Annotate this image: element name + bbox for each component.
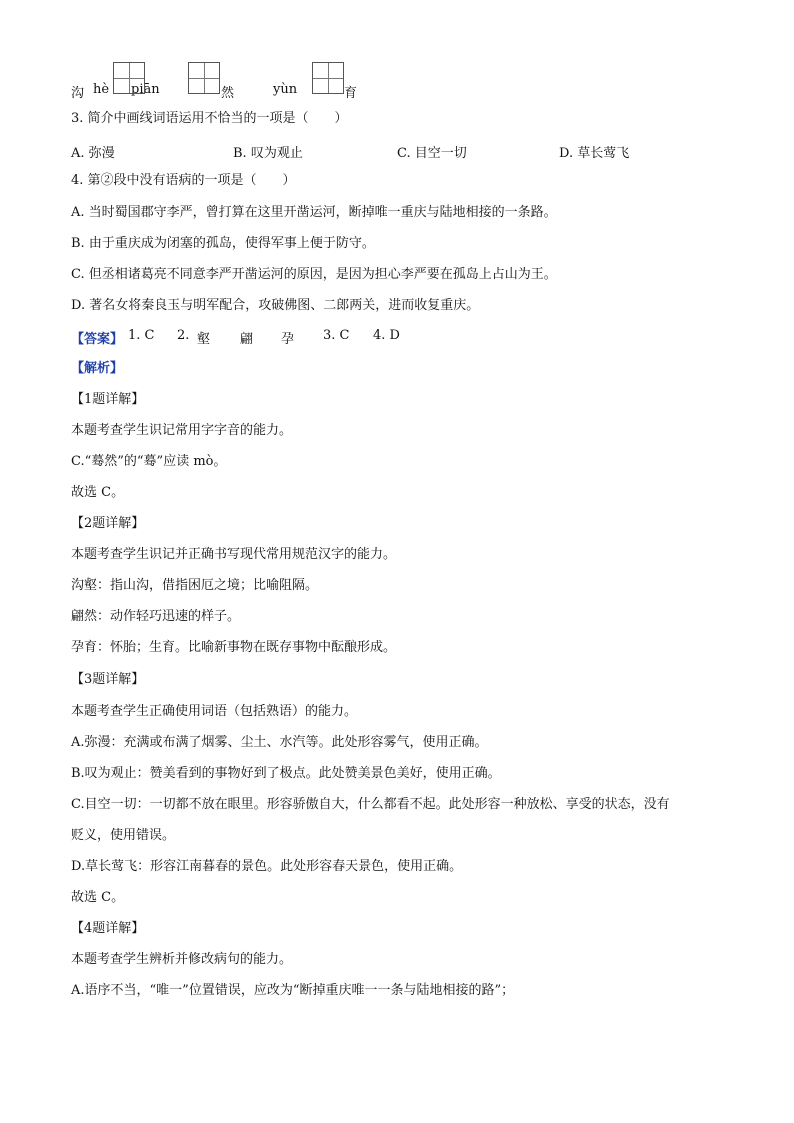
- detail-2-line: 沟壑：指山沟，借指困厄之境；比喻阻隔。: [71, 578, 319, 593]
- answer-4: 4. D: [373, 328, 400, 343]
- answer-3: 3. C: [323, 328, 350, 343]
- q4-option-d: D. 著名女将秦良玉与明军配合，攻破佛图、二郎两关，进而收复重庆。: [71, 298, 480, 313]
- pinyin-pian: piān: [131, 82, 160, 97]
- char-yu: 育: [344, 86, 358, 101]
- writing-grid-box[interactable]: [113, 62, 145, 94]
- detail-4-line: A.语序不当，“唯一”位置错误，应改为“断掉重庆唯一一条与陆地相接的路”；: [71, 983, 515, 998]
- q3-option-d: D. 草长莺飞: [559, 146, 630, 161]
- answer-2-char-1: 壑: [197, 332, 211, 347]
- char-gou: 沟: [71, 86, 85, 101]
- q3-option-a: A. 弥漫: [71, 146, 115, 161]
- q4-option-b: B. 由于重庆成为闭塞的孤岛，使得军事上便于防守。: [71, 236, 375, 251]
- detail-1-line: 本题考查学生识记常用字字音的能力。: [71, 423, 293, 438]
- answer-2-char-2: 翩: [240, 332, 254, 347]
- answer-2-char-3: 孕: [281, 332, 295, 347]
- detail-3-line: 故选 C。: [71, 890, 125, 905]
- q3-stem: 3. 简介中画线词语运用不恰当的一项是（ ）: [71, 111, 348, 126]
- detail-1-line: 故选 C。: [71, 485, 125, 500]
- detail-2-line: 本题考查学生识记并正确书写现代常用规范汉字的能力。: [71, 547, 397, 562]
- detail-1-heading: 【1题详解】: [71, 392, 145, 407]
- q3-option-c: C. 目空一切: [397, 146, 467, 161]
- detail-3-line: D.草长莺飞：形容江南暮春的景色。此处形容春天景色，使用正确。: [71, 859, 463, 874]
- writing-grid-box[interactable]: [312, 62, 344, 94]
- detail-1-line: C.“蓦然”的“蓦”应读 mò。: [71, 454, 227, 469]
- answer-2-label: 2.: [177, 328, 190, 343]
- detail-2-heading: 【2题详解】: [71, 516, 145, 531]
- q4-option-c: C. 但丞相诸葛亮不同意李严开凿运河的原因，是因为担心李严要在孤岛上占山为王。: [71, 267, 557, 282]
- detail-3-line: C.目空一切：一切都不放在眼里。形容骄傲自大，什么都看不起。此处形容一种放松、享受的状态，没有: [71, 797, 670, 812]
- q4-option-a: A. 当时蜀国郡守李严，曾打算在这里开凿运河，断掉唯一重庆与陆地相接的一条路。: [71, 205, 557, 220]
- analysis-label: 【解析】: [71, 361, 124, 376]
- detail-3-heading: 【3题详解】: [71, 672, 145, 687]
- detail-2-line: 孕育：怀胎；生育。比喻新事物在既存事物中酝酿形成。: [71, 640, 397, 655]
- q3-option-b: B. 叹为观止: [233, 146, 303, 161]
- detail-4-line: 本题考查学生辨析并修改病句的能力。: [71, 952, 293, 967]
- detail-3-line: 贬义，使用错误。: [71, 828, 176, 843]
- answer-1: 1. C: [128, 328, 155, 343]
- answer-label: 【答案】: [71, 332, 124, 347]
- detail-4-heading: 【4题详解】: [71, 921, 145, 936]
- pinyin-he: hè: [93, 82, 110, 97]
- char-ran: 然: [221, 86, 235, 101]
- pinyin-yun: yùn: [273, 82, 298, 97]
- detail-3-line: B.叹为观止：赞美看到的事物好到了极点。此处赞美景色美好，使用正确。: [71, 766, 501, 781]
- detail-3-line: 本题考查学生正确使用词语（包括熟语）的能力。: [71, 704, 358, 719]
- detail-2-line: 翩然：动作轻巧迅速的样子。: [71, 609, 241, 624]
- detail-3-line: A.弥漫：充满或布满了烟雾、尘土、水汽等。此处形容雾气，使用正确。: [71, 735, 488, 750]
- q4-stem: 4. 第②段中没有语病的一项是（ ）: [71, 173, 296, 188]
- writing-grid-box[interactable]: [188, 62, 220, 94]
